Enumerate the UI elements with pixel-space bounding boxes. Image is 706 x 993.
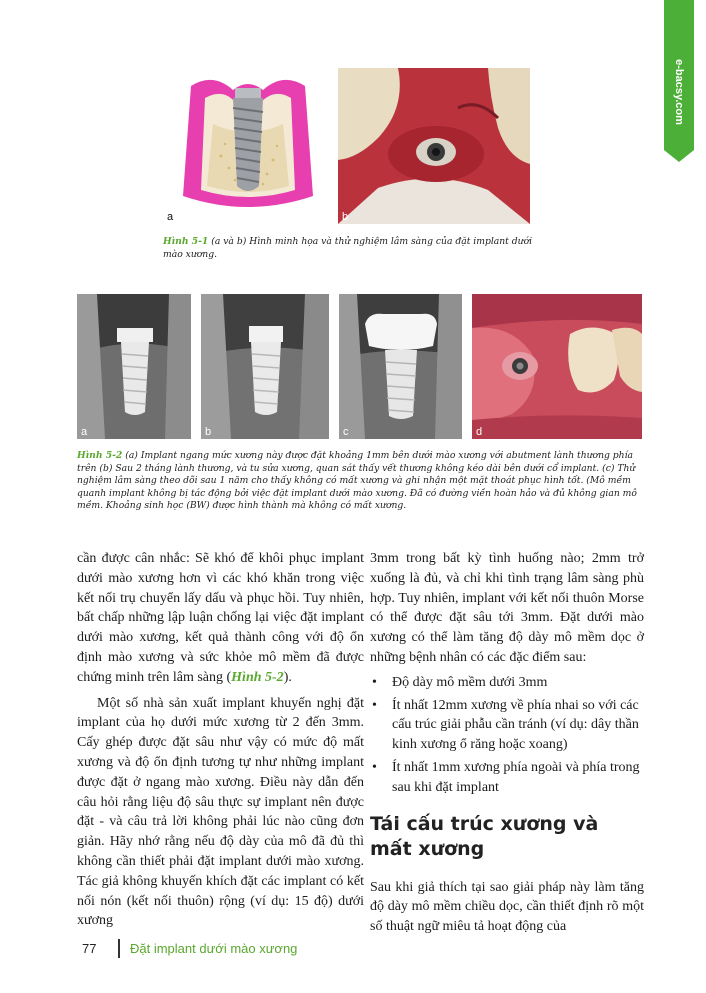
left-paragraph-1-end: ). xyxy=(283,669,292,685)
figure1b-label: b xyxy=(342,211,349,223)
figure2b-xray xyxy=(201,294,329,439)
left-paragraph-1 xyxy=(77,549,364,688)
running-title: Đặt implant dưới mào xương xyxy=(130,941,298,956)
figure2c-xray xyxy=(339,294,462,439)
figure1-caption xyxy=(163,236,543,261)
criteria-item: • Ít nhất 12mm xương về phía nhai so với các cấu trúc giải phẫu cần tránh (ví dụ: dây thần kinh xương ổ răng hoặc xoang) xyxy=(370,696,644,755)
left-paragraph-1-text: cần được cân nhắc: Sẽ khó để khôi phục implant dưới mào xương hơn vì các khó khăn trong việc kết nối trụ chuyển lấy dấu và phục hồi. Tuy nhiên, bất chấp những lập luận chống lại việc đặt implant dưới mào xương, kết quả thành công với độ ổn định mào xương và sức khỏe mô mềm đã được chứng minh trên lâm sàng ( xyxy=(77,551,364,685)
criteria-item: • Độ dày mô mềm dưới 3mm xyxy=(370,673,644,693)
left-column xyxy=(77,549,364,931)
criteria-item: • Ít nhất 1mm xương phía ngoài và phía trong sau khi đặt implant xyxy=(370,758,644,798)
right-column xyxy=(370,549,644,937)
right-paragraph-2: Sau khi giả thích tại sao giải pháp này làm tăng độ dày mô mềm chiều dọc, cần thiết định rõ một số thuật ngữ miêu tả hoạt động của xyxy=(370,879,644,935)
criteria-list xyxy=(370,673,644,798)
page-number: 77 xyxy=(82,941,97,956)
section-heading: Tái cấu trúc xương và mất xương xyxy=(370,812,599,860)
figure1-caption-text: (a và b) Hình minh họa và thử nghiệm lâm sàng của đặt implant dưới mào xương. xyxy=(163,236,533,260)
figure2d-label: d xyxy=(476,426,483,438)
left-paragraph-2: Một số nhà sản xuất implant khuyến nghị đặt implant của họ dưới mức xương từ 2 đến 3mm. Cấy ghép được đặt sâu như vậy có mức độ mất xương và độ ổn định tương tự như những implant được đặt ở ngang mào xương. Điều này dẫn đến câu hỏi rằng liệu độ sâu thực sự implant nên được đặt - và câu trả lời không phải lúc nào cũng đơn giản. Hãy nhớ rằng nếu độ dày của mô đã đủ thì không cần thiết phải đặt implant dưới mào xương. Tác giả không khuyến khích đặt các implant có kết nối nón (kết nối thuôn) rộng (ví dụ: 15 độ) dưới xương xyxy=(77,695,364,929)
side-tab-text: e-bacsy.com xyxy=(673,59,685,125)
figure2b-label: b xyxy=(205,426,212,438)
figure2d-clinical-photo xyxy=(472,294,642,439)
figure2-caption-ref: Hình 5-2 xyxy=(77,450,123,461)
figure1b-clinical-photo xyxy=(338,68,530,224)
figure2-reference: Hình 5-2 xyxy=(231,669,284,685)
figure2-caption-text: (a) Implant ngang mức xương này được đặt khoảng 1mm bên dưới mào xương với abutment lành thương phía trên (b) Sau 2 tháng lành thương, và tu sửa xương, quan sát thấy vết thương không kéo dài bên dưới cổ implant. (c) Thử nghiệm lâm sàng theo dõi sau 1 năm cho thấy không có mất xương và ghi nhận một mặt thoát phục hình tốt. (Mô mềm quanh implant không bị tác động bởi việc đặt implant dưới mào xương. Đã có đường viền hoàn hảo và đủ không gian mô mềm. Khoảng sinh học (BW) được hình thành mà không có mất xương. xyxy=(77,450,637,512)
figure2a-label: a xyxy=(81,426,88,438)
footer-divider xyxy=(118,939,120,958)
figure1a-illustration xyxy=(163,68,333,224)
figure1-caption-ref: Hình 5-1 xyxy=(163,236,209,247)
figure1a-label: a xyxy=(167,211,174,223)
figure2a-xray xyxy=(77,294,191,439)
right-paragraph-1: 3mm trong bất kỳ tình huống nào; 2mm trở xuống là đủ, và chỉ khi tình trạng lâm sàng phù hợp. Tuy nhiên, implant với kết nối thuôn Morse có thể được đặt sâu tới 3mm. Đặt dưới mào xương có thể làm tăng độ dày mô mềm dọc ở những bệnh nhân có các đặc điểm sau: xyxy=(370,551,644,665)
figure2c-label: c xyxy=(343,426,349,438)
figure2-caption xyxy=(77,450,643,513)
